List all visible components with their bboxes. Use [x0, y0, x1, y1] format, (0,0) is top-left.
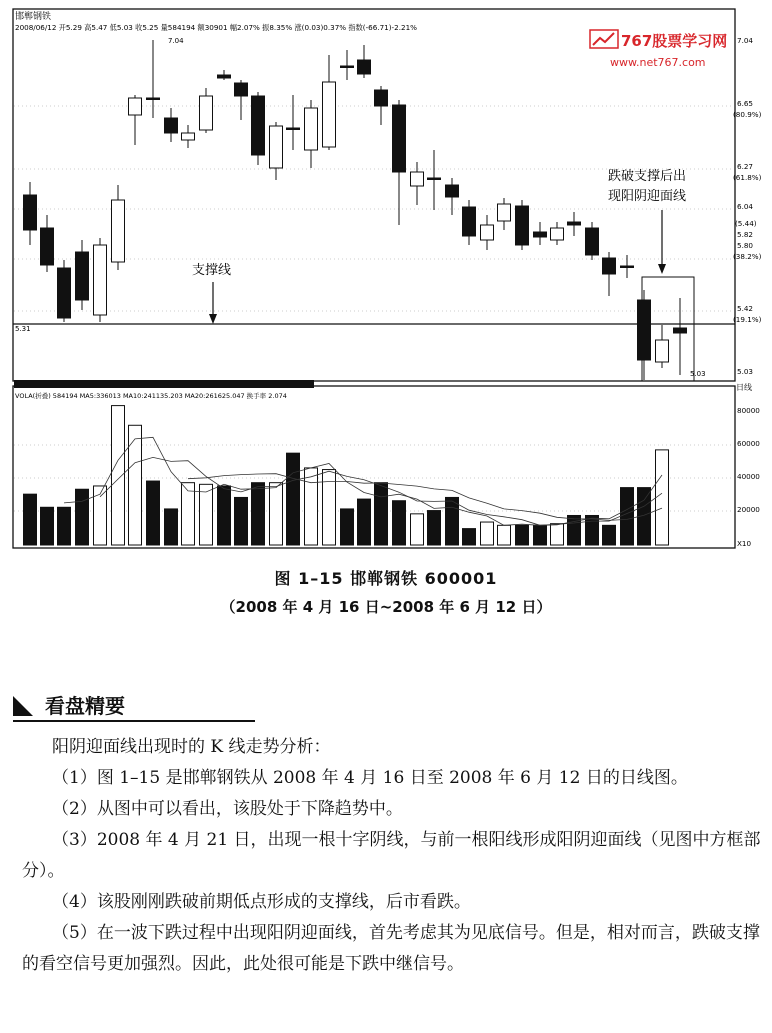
candle-body — [603, 258, 616, 274]
price-tick: (61.8%) — [733, 173, 762, 182]
break-annotation-line2: 现阳阴迎面线 — [608, 189, 687, 204]
volume-header-bar — [14, 380, 314, 388]
volume-bar — [358, 499, 371, 545]
volume-bar — [393, 501, 406, 545]
candle-body — [674, 328, 687, 333]
volume-bar — [270, 483, 283, 545]
volume-bar — [463, 529, 476, 545]
candle-body — [638, 300, 651, 360]
price-tick: 6.65 — [737, 99, 754, 108]
candle-body — [252, 96, 265, 155]
candle-body — [200, 96, 213, 130]
volume-bar — [305, 468, 318, 545]
candle-body — [446, 185, 459, 197]
candle-body — [621, 266, 634, 268]
candle-body — [498, 204, 511, 221]
price-tick: 7.04 — [737, 36, 754, 45]
list-item: （5）在一波下跌过程中出现阳阴迎面线，首先考虑其为见底信号。但是，相对而言，跌破支撑的看空信号更加强烈。因此，此处很可能是下跌中继信号。 — [22, 923, 760, 974]
candle-body — [463, 207, 476, 236]
volume-bar — [182, 483, 195, 545]
candle-body — [375, 90, 388, 106]
volume-bar — [481, 522, 494, 545]
section-header — [13, 688, 255, 722]
candle-body — [165, 118, 178, 133]
volume-bar — [498, 525, 511, 545]
volume-bar — [41, 507, 54, 545]
candle-body — [393, 105, 406, 172]
volume-bar — [656, 450, 669, 545]
figure-caption-dates: （2008 年 4 月 16 日~2008 年 6 月 12 日） — [220, 598, 552, 616]
volume-bar — [76, 489, 89, 545]
candle-body — [428, 178, 441, 180]
triangle-marker-icon — [13, 696, 33, 716]
volume-bar — [200, 484, 213, 545]
price-tick: 5.82 — [737, 230, 754, 239]
volume-tick: 60000 — [737, 439, 760, 448]
volume-bar — [516, 525, 529, 545]
low-marker: 5.03 — [690, 370, 706, 378]
candle-body — [656, 340, 669, 362]
volume-axis — [737, 406, 760, 548]
candle-body — [129, 98, 142, 115]
candle-body — [568, 222, 581, 225]
volume-bar — [112, 406, 125, 545]
figure-caption-title: 图 1–15 邯郸钢铁 600001 — [274, 569, 498, 588]
volume-bar — [147, 481, 160, 545]
left-price-label: 5.31 — [15, 325, 31, 333]
candle-body — [411, 172, 424, 186]
candle-body — [24, 195, 37, 230]
watermark-url: www.net767.com — [610, 56, 706, 69]
price-tick: 6.04 — [737, 202, 754, 211]
volume-tick: 80000 — [737, 406, 760, 415]
price-tick: 6.27 — [737, 162, 754, 171]
volume-bar — [58, 507, 71, 545]
candle-body — [182, 133, 195, 140]
candle-body — [341, 66, 354, 68]
volume-bar — [235, 497, 248, 545]
price-tick: 5.80 — [737, 241, 754, 250]
candle-body — [516, 206, 529, 245]
volume-bar — [603, 525, 616, 545]
volume-tick: 20000 — [737, 505, 760, 514]
volume-bar — [287, 453, 300, 545]
volume-unit: X10 — [737, 539, 752, 548]
support-annotation: 支撑线 — [192, 263, 232, 278]
candle-body — [358, 60, 371, 74]
volume-bar — [94, 486, 107, 545]
analysis-body — [22, 732, 762, 980]
volume-bar — [428, 511, 441, 545]
candle-body — [551, 228, 564, 240]
candle-body — [112, 200, 125, 262]
list-item: （3）2008 年 4 月 21 日，出现一根十字阴线，与前一根阳线形成阳阴迎面线（见图中方框部分）。 — [22, 830, 761, 881]
candle-body — [305, 108, 318, 150]
candle-body — [58, 268, 71, 318]
volume-bar — [218, 486, 231, 545]
high-marker: 7.04 — [168, 37, 184, 45]
volume-bar — [165, 509, 178, 545]
candle-body — [76, 252, 89, 300]
volume-bar — [129, 425, 142, 545]
candle-body — [323, 82, 336, 147]
volume-info: VOLA(折叠) 584194 MA5:336013 MA10:241135.203 MA20:261625.047 换手率 2.074 — [15, 392, 287, 400]
volume-tab[interactable]: 日线 — [736, 383, 752, 392]
break-annotation-line1: 跌破支撑后出 — [608, 169, 687, 184]
candle-body — [235, 83, 248, 96]
section-title: 看盘精要 — [45, 694, 125, 718]
candle-body — [586, 228, 599, 255]
stock-label: 邯郸钢铁 — [15, 12, 52, 22]
candle-body — [94, 245, 107, 315]
price-tick: 5.42 — [737, 304, 754, 313]
watermark-name: 767股票学习网 — [621, 32, 728, 50]
price-tick: 5.03 — [737, 367, 754, 376]
candle-body — [41, 228, 54, 265]
volume-bar — [24, 494, 37, 545]
volume-bar — [621, 488, 634, 545]
volume-bar — [411, 514, 424, 545]
volume-bar — [568, 515, 581, 545]
volume-bar — [551, 524, 564, 545]
info-line: 2008/06/12 开5.29 高5.47 低5.03 收5.25 量584194 额30901 幅2.07% 振8.35% 涨(0.03)0.37% 指数(-66.71)-2.21% — [15, 23, 417, 32]
price-axis — [733, 36, 762, 376]
price-tick: (5.44) — [735, 219, 757, 228]
volume-bar — [446, 497, 459, 545]
candle-body — [534, 232, 547, 237]
candle-body — [270, 126, 283, 168]
price-tick: (38.2%) — [733, 252, 762, 261]
list-item: （4）该股刚刚跌破前期低点形成的支撑线，后市看跌。 — [52, 892, 471, 912]
intro-paragraph: 阳阴迎面线出现时的 K 线走势分析： — [52, 737, 331, 757]
list-item: （1）图 1–15 是邯郸钢铁从 2008 年 4 月 16 日至 2008 年 6 月 12 日的日线图。 — [52, 768, 688, 788]
candle-body — [147, 98, 160, 100]
volume-tick: 40000 — [737, 472, 760, 481]
volume-bar — [341, 509, 354, 545]
volume-bar — [323, 470, 336, 545]
candle-body — [481, 225, 494, 240]
volume-bar — [375, 483, 388, 545]
price-tick: (19.1%) — [733, 315, 762, 324]
list-item: （2）从图中可以看出，该股处于下降趋势中。 — [52, 799, 403, 819]
price-tick: (80.9%) — [733, 110, 762, 119]
candle-body — [287, 128, 300, 130]
volume-bar — [586, 515, 599, 545]
volume-bar — [252, 483, 265, 545]
candle-body — [218, 75, 231, 78]
volume-bar — [534, 525, 547, 545]
